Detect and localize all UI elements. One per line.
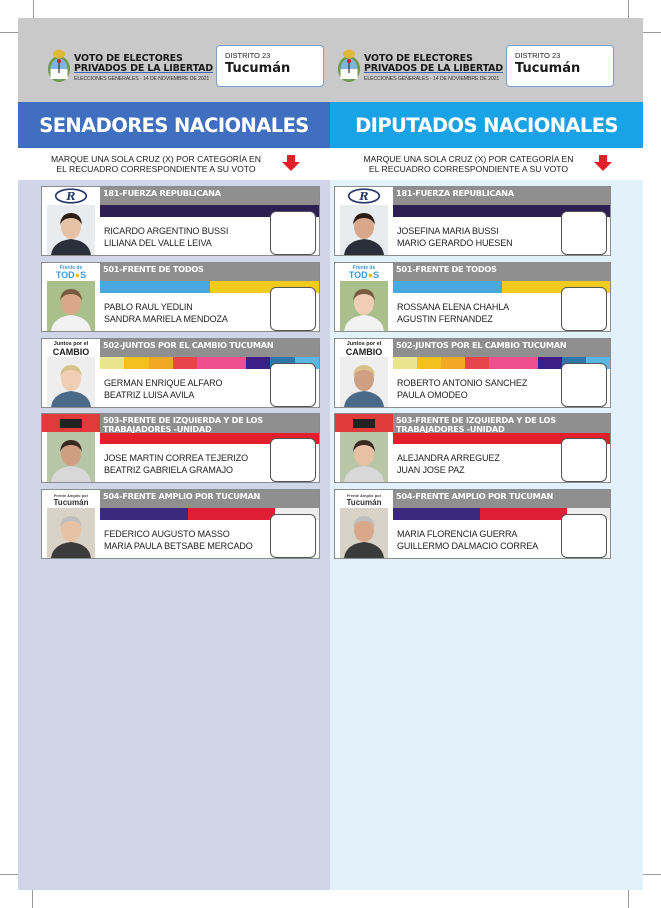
candidate-photo — [47, 432, 95, 482]
candidate-secondary: GUILLERMO DALMACIO CORREA — [397, 541, 539, 551]
instruction-line2: EL RECUADRO CORRESPONDIENTE A SU VOTO — [56, 164, 256, 174]
party-name: 501-FRENTE DE TODOS — [100, 263, 319, 281]
candidate-primary: FEDERICO AUGUSTO MASSO — [104, 529, 230, 539]
candidate-photo-area — [335, 187, 393, 255]
svg-text:R: R — [66, 190, 76, 204]
party-logo-icon: Frente de TOD●S — [348, 265, 380, 280]
vote-checkbox[interactable] — [561, 211, 607, 255]
party-name: 503-FRENTE DE IZQUIERDA Y DE LOS TRABAJADORES -UNIDAD — [393, 414, 610, 433]
candidate-primary: JOSEFINA MARIA BUSSI — [397, 226, 499, 236]
candidate-photo-area — [335, 263, 393, 331]
party-card — [41, 186, 320, 256]
party-logo-icon: Frente de TOD●S — [55, 265, 87, 280]
instructions — [18, 148, 330, 180]
candidate-photo-area — [42, 339, 100, 407]
candidate-names — [104, 528, 253, 552]
district-box — [506, 45, 614, 87]
color-stripe — [100, 508, 188, 520]
vote-checkbox[interactable] — [270, 287, 316, 331]
candidate-photo-area — [42, 263, 100, 331]
color-stripe — [489, 357, 537, 369]
color-stripe — [441, 357, 465, 369]
candidate-primary: RICARDO ARGENTINO BUSSI — [104, 226, 229, 236]
candidate-photo-area — [335, 490, 393, 558]
color-stripe — [417, 357, 441, 369]
party-name: 504-FRENTE AMPLIO POR TUCUMAN — [100, 490, 319, 508]
senadores-column — [18, 18, 330, 890]
ballot-header — [330, 18, 643, 102]
election-date: ELECCIONES GENERALES - 14 DE NOVIEMBRE DE 2021 — [364, 76, 500, 82]
party-name: 502-JUNTOS POR EL CAMBIO TUCUMAN — [393, 339, 610, 357]
candidate-primary: PABLO RAUL YEDLIN — [104, 302, 193, 312]
candidate-names — [397, 452, 500, 476]
instructions — [330, 148, 643, 180]
argentina-coat-of-arms-icon — [46, 48, 72, 84]
color-stripe — [465, 357, 489, 369]
party-name: 504-FRENTE AMPLIO POR TUCUMAN — [393, 490, 610, 508]
candidate-photo-area — [42, 187, 100, 255]
party-name: 502-JUNTOS POR EL CAMBIO TUCUMAN — [100, 339, 319, 357]
color-stripe — [246, 357, 270, 369]
argentina-coat-of-arms-icon — [336, 48, 362, 84]
candidate-primary: GERMAN ENRIQUE ALFARO — [104, 378, 223, 388]
party-logo-icon: Juntos por el CAMBIO — [345, 341, 383, 357]
party-list — [330, 180, 643, 890]
candidate-photo — [340, 432, 388, 482]
candidate-photo-area — [42, 490, 100, 558]
color-stripe — [538, 357, 562, 369]
candidate-primary: JOSE MARTIN CORREA TEJERIZO — [104, 453, 248, 463]
candidate-secondary: JUAN JOSE PAZ — [397, 465, 465, 475]
party-card — [41, 489, 320, 559]
candidate-photo — [340, 357, 388, 407]
vote-checkbox[interactable] — [270, 514, 316, 558]
ballot-title — [74, 54, 213, 82]
category-title: SENADORES NACIONALES — [18, 102, 330, 148]
party-logo-icon — [335, 414, 393, 432]
candidate-primary: ROBERTO ANTONIO SANCHEZ — [397, 378, 528, 388]
candidate-names — [397, 528, 538, 552]
ballot-title-line2: PRIVADOS DE LA LIBERTAD — [364, 63, 503, 74]
color-stripe — [393, 357, 417, 369]
party-card — [41, 262, 320, 332]
candidate-photo — [340, 205, 388, 255]
party-logo-icon — [42, 187, 100, 205]
candidate-primary: MARIA FLORENCIA GUERRA — [397, 529, 518, 539]
ballot-title-line2: PRIVADOS DE LA LIBERTAD — [74, 63, 213, 74]
color-stripe — [188, 508, 276, 520]
party-logo-icon — [42, 414, 100, 432]
party-card — [334, 413, 611, 483]
color-stripe — [480, 508, 567, 520]
candidate-photo — [47, 205, 95, 255]
party-logo-icon: Frente Amplio por Tucumán — [346, 493, 382, 507]
candidate-secondary: AGUSTIN FERNANDEZ — [397, 314, 493, 324]
party-logo-icon: Juntos por el CAMBIO — [52, 341, 90, 357]
party-logo-icon — [335, 187, 393, 205]
candidate-photo — [340, 508, 388, 558]
candidate-photo-area — [335, 414, 393, 482]
party-name: 503-FRENTE DE IZQUIERDA Y DE LOS TRABAJADORES -UNIDAD — [100, 414, 319, 433]
party-name: 181-FUERZA REPUBLICANA — [100, 187, 319, 205]
color-stripe — [149, 357, 173, 369]
candidate-photo — [47, 508, 95, 558]
party-card — [41, 338, 320, 408]
color-stripe — [124, 357, 148, 369]
ballot-title-line1: VOTO DE ELECTORES — [364, 53, 473, 64]
candidate-photo — [340, 281, 388, 331]
candidate-secondary: PAULA OMODEO — [397, 390, 468, 400]
color-stripe — [393, 508, 480, 520]
candidate-names — [104, 452, 248, 476]
district-number: DISTRITO 23 — [225, 51, 271, 60]
color-stripe — [197, 357, 246, 369]
candidate-names — [104, 225, 228, 249]
candidate-secondary: MARIO GERARDO HUESEN — [397, 238, 513, 248]
candidate-photo — [47, 357, 95, 407]
vote-checkbox[interactable] — [561, 514, 607, 558]
candidate-secondary: MARIA PAULA BETSABE MERCADO — [104, 541, 253, 551]
candidate-names — [104, 301, 228, 325]
candidate-photo-area — [335, 339, 393, 407]
color-stripe — [173, 357, 197, 369]
candidate-names — [397, 301, 509, 325]
candidate-names — [397, 225, 513, 249]
party-logo-icon: Frente Amplio por Tucumán — [53, 493, 89, 507]
candidate-photo — [47, 281, 95, 331]
color-stripe — [100, 357, 124, 369]
category-title: DIPUTADOS NACIONALES — [330, 102, 643, 148]
candidate-primary: ROSSANA ELENA CHAHLA — [397, 302, 510, 312]
color-stripe — [393, 281, 502, 293]
district-name: Tucumán — [225, 61, 291, 76]
party-card — [334, 338, 611, 408]
candidate-secondary: SANDRA MARIELA MENDOZA — [104, 314, 228, 324]
party-card — [334, 186, 611, 256]
district-box — [216, 45, 324, 87]
diputados-column — [330, 18, 643, 890]
party-name: 181-FUERZA REPUBLICANA — [393, 187, 610, 205]
election-date: ELECCIONES GENERALES - 14 DE NOVIEMBRE DE 2021 — [74, 76, 210, 82]
ballot-title-line1: VOTO DE ELECTORES — [74, 53, 183, 64]
vote-checkbox[interactable] — [561, 287, 607, 331]
vote-checkbox[interactable] — [561, 438, 607, 482]
red-arrow-down-icon — [594, 155, 612, 171]
vote-checkbox[interactable] — [561, 363, 607, 407]
candidate-primary: ALEJANDRA ARREGUEZ — [397, 453, 500, 463]
vote-checkbox[interactable] — [270, 438, 316, 482]
district-name: Tucumán — [515, 61, 581, 76]
vote-checkbox[interactable] — [270, 363, 316, 407]
instruction-line1: MARQUE UNA SOLA CRUZ (X) POR CATEGORÍA EN — [51, 154, 261, 164]
candidate-secondary: BEATRIZ LUISA AVILA — [104, 390, 195, 400]
party-card — [334, 489, 611, 559]
candidate-photo-area — [42, 414, 100, 482]
ballot-title — [364, 54, 503, 82]
party-name: 501-FRENTE DE TODOS — [393, 263, 610, 281]
party-card — [334, 262, 611, 332]
party-list — [18, 180, 330, 890]
district-number: DISTRITO 23 — [515, 51, 561, 60]
candidate-names — [397, 377, 527, 401]
ballot-header — [18, 18, 330, 102]
party-card — [41, 413, 320, 483]
candidate-secondary: LILIANA DEL VALLE LEIVA — [104, 238, 212, 248]
candidate-names — [104, 377, 222, 401]
red-arrow-down-icon — [282, 155, 300, 171]
svg-text:R: R — [359, 190, 369, 204]
candidate-secondary: BEATRIZ GABRIELA GRAMAJO — [104, 465, 233, 475]
vote-checkbox[interactable] — [270, 211, 316, 255]
ballot-sheet — [18, 18, 643, 890]
instruction-line2: EL RECUADRO CORRESPONDIENTE A SU VOTO — [368, 164, 569, 174]
instruction-line1: MARQUE UNA SOLA CRUZ (X) POR CATEGORÍA EN — [363, 154, 574, 164]
color-stripe — [100, 281, 210, 293]
